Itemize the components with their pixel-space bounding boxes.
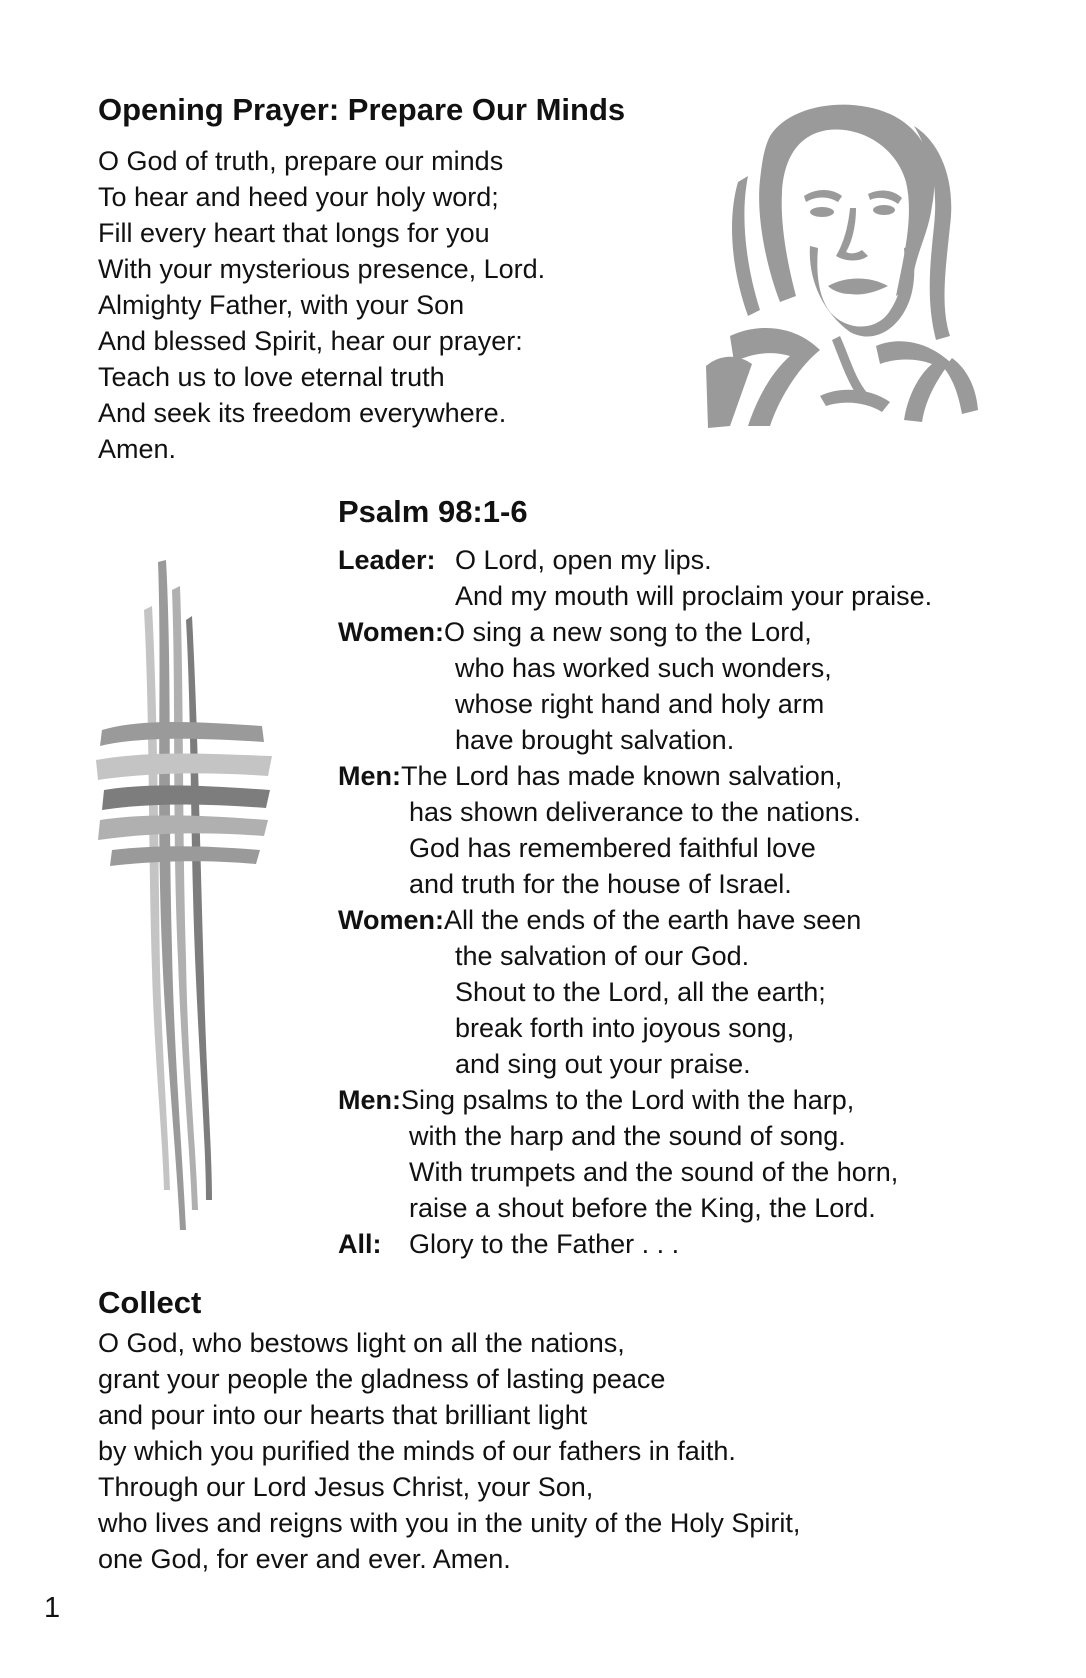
collect-line: Through our Lord Jesus Christ, your Son, [98, 1472, 594, 1502]
collect-line: by which you purified the minds of our fathers in faith. [98, 1436, 736, 1466]
psalm-text [338, 542, 932, 1262]
psalm-line [338, 1082, 932, 1118]
psalm-line-text: Glory to the Father . . . [409, 1229, 680, 1259]
psalm-line: break forth into joyous song, [455, 1013, 795, 1043]
psalm-line: And my mouth will proclaim your praise. [455, 581, 933, 611]
verse-line: And blessed Spirit, hear our prayer: [98, 326, 523, 356]
psalm-line [338, 902, 932, 938]
psalm-line: the salvation of our God. [455, 941, 750, 971]
verse-line: To hear and heed your holy word; [98, 182, 499, 212]
psalm-line: have brought salvation. [455, 725, 735, 755]
psalm-line: raise a shout before the King, the Lord. [409, 1193, 876, 1223]
collect-line: and pour into our hearts that brilliant light [98, 1400, 588, 1430]
speaker-label: Women: [338, 905, 444, 935]
speaker-label: Women: [338, 617, 444, 647]
psalm-line [338, 542, 932, 578]
psalm-line: and sing out your praise. [455, 1049, 751, 1079]
speaker-label: All: [338, 1229, 382, 1259]
opening-prayer-title: Opening Prayer: Prepare Our Minds [98, 92, 626, 127]
psalm-line: Shout to the Lord, all the earth; [455, 977, 826, 1007]
psalm-title: Psalm 98:1-6 [338, 494, 528, 529]
collect-text [98, 1325, 800, 1577]
psalm-line-text: O Lord, open my lips. [455, 545, 712, 575]
psalm-line: God has remembered faithful love [409, 833, 816, 863]
verse-line: And seek its freedom everywhere. [98, 398, 507, 428]
psalm-line [338, 614, 932, 650]
verse-line: With your mysterious presence, Lord. [98, 254, 546, 284]
page-number: 1 [44, 1592, 61, 1624]
psalm-line: and truth for the house of Israel. [409, 869, 792, 899]
verse-line: O God of truth, prepare our minds [98, 146, 504, 176]
psalm-line-text: All the ends of the earth have seen [444, 905, 862, 935]
psalm-line: who has worked such wonders, [455, 653, 832, 683]
collect-line: who lives and reigns with you in the unity of the Holy Spirit, [98, 1508, 801, 1538]
speaker-label: Leader: [338, 545, 436, 575]
cross-illustration [92, 550, 282, 1240]
psalm-line: has shown deliverance to the nations. [409, 797, 861, 827]
collect-line: grant your people the gladness of lasting peace [98, 1364, 666, 1394]
psalm-line [338, 1226, 932, 1262]
speaker-label: Men: [338, 761, 401, 791]
speaker-label: Men: [338, 1085, 401, 1115]
psalm-line-text: O sing a new song to the Lord, [444, 617, 812, 647]
psalm-line-text: Sing psalms to the Lord with the harp, [401, 1085, 855, 1115]
verse-line: Fill every heart that longs for you [98, 218, 490, 248]
psalm-line: with the harp and the sound of song. [409, 1121, 846, 1151]
opening-prayer-text [98, 143, 545, 467]
collect-title: Collect [98, 1285, 202, 1320]
psalm-line: With trumpets and the sound of the horn, [409, 1157, 899, 1187]
collect-line: one God, for ever and ever. Amen. [98, 1544, 511, 1574]
verse-line: Teach us to love eternal truth [98, 362, 445, 392]
psalm-line [338, 758, 932, 794]
verse-line: Amen. [98, 434, 177, 464]
verse-line: Almighty Father, with your Son [98, 290, 465, 320]
psalm-line: whose right hand and holy arm [455, 689, 825, 719]
psalm-line-text: The Lord has made known salvation, [401, 761, 843, 791]
collect-line: O God, who bestows light on all the nations, [98, 1328, 625, 1358]
jesus-illustration [700, 96, 980, 446]
